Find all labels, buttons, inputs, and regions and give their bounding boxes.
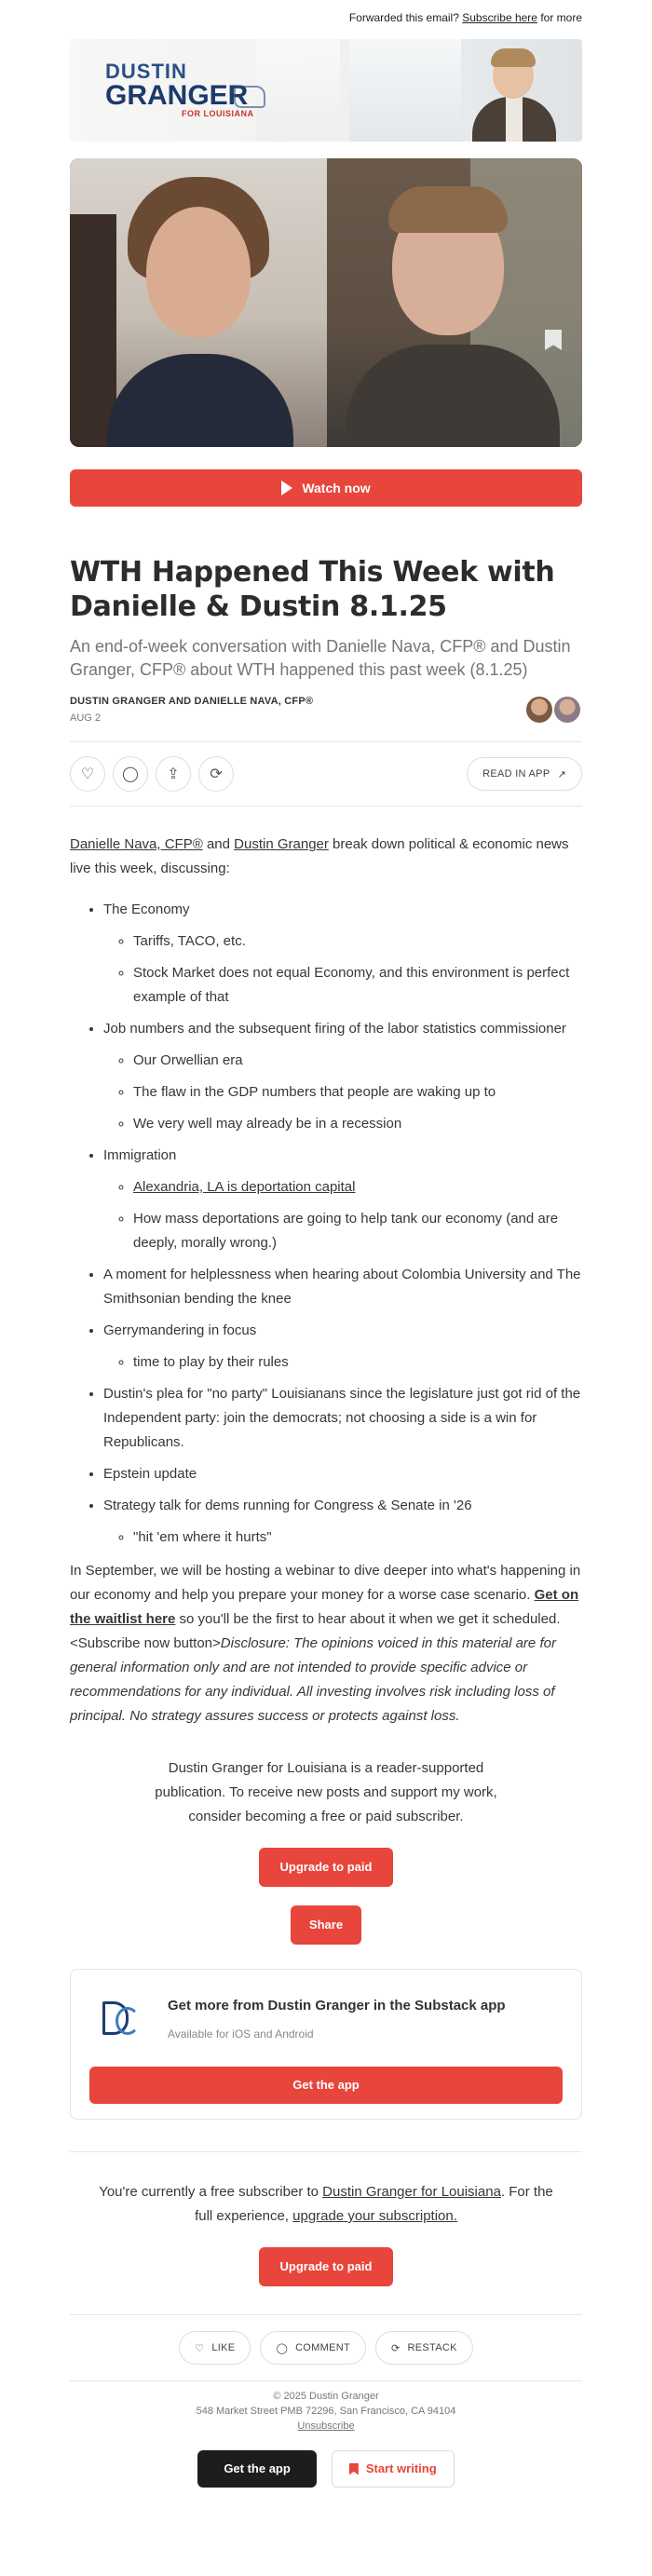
- restack-icon: ⟳: [210, 766, 223, 782]
- intro-paragraph: Danielle Nava, CFP® and Dustin Granger break down political & economic news live this week, discussing:: [70, 836, 569, 876]
- watch-now-label: Watch now: [302, 481, 371, 495]
- share-button[interactable]: [156, 756, 191, 792]
- video-thumbnail[interactable]: [70, 158, 582, 447]
- byline: [70, 695, 582, 725]
- arrow-up-right-icon: ↗: [557, 768, 566, 780]
- app-promo-subtitle: Available for iOS and Android: [168, 2027, 314, 2040]
- disclosure-text: Disclosure: The opinions voiced in this material are for general information only and are not intended to provide specific advice or recommendations for any individual. All investing involves risk including loss of principal. No strategy assures success or protects against loss.: [70, 1635, 556, 1724]
- footer-comment-button[interactable]: ◯ COMMENT: [260, 2331, 366, 2365]
- logo-text-granger: GRANGER: [105, 80, 249, 111]
- forwarded-line: [70, 0, 582, 39]
- list-item: ◦ time to play by their rules: [133, 1350, 582, 1375]
- share-post-button[interactable]: Share: [291, 1905, 361, 1945]
- avatar[interactable]: [524, 695, 554, 725]
- footer-action-bar: [70, 2314, 582, 2381]
- list-item: [133, 1175, 582, 1200]
- restack-button[interactable]: [198, 756, 234, 792]
- read-in-app-label: READ IN APP: [482, 768, 550, 780]
- comment-icon: ◯: [122, 766, 139, 782]
- list-item: ◦ Stock Market does not equal Economy, and this environment is perfect example of that: [133, 961, 582, 1010]
- post-action-bar: [70, 741, 582, 807]
- waitlist-link[interactable]: Get on the waitlist here: [70, 1587, 579, 1627]
- app-promo-title: Get more from Dustin Granger in the Substack app: [168, 1998, 506, 2013]
- topic-list: [70, 898, 582, 1550]
- substack-icon: [349, 2463, 359, 2475]
- forwarded-suffix: for more: [540, 11, 582, 24]
- post-date: AUG 2: [70, 712, 102, 724]
- heart-icon: ♡: [195, 2342, 205, 2354]
- list-item: • Epstein update: [103, 1462, 582, 1486]
- subscribe-link[interactable]: Subscribe here: [462, 11, 537, 24]
- copyright: © 2025 Dustin Granger: [273, 2391, 379, 2402]
- list-item: ◦ How mass deportations are going to help tank our economy (and are deeply, morally wrong.): [133, 1207, 582, 1255]
- post-subtitle: An end-of-week conversation with Danielle Nava, CFP® and Dustin Granger, CFP® about WTH happened this past week (8.1.25): [70, 637, 571, 679]
- footer-get-app-button[interactable]: Get the app: [197, 2450, 317, 2488]
- post-title[interactable]: WTH Happened This Week with Danielle & Dustin 8.1.25: [70, 556, 555, 623]
- comment-button[interactable]: [113, 756, 148, 792]
- bottom-buttons: [70, 2450, 582, 2488]
- avatar[interactable]: [552, 695, 582, 725]
- danielle-link[interactable]: Danielle Nava, CFP®: [70, 836, 203, 852]
- heart-icon: ♡: [80, 766, 95, 782]
- alexandria-link[interactable]: Alexandria, LA is deportation capital: [133, 1179, 356, 1195]
- header-banner[interactable]: [70, 39, 582, 142]
- free-subscriber-notice: You're currently a free subscriber to Dustin Granger for Louisiana. For the full experience, upgrade your subscription.: [99, 2184, 553, 2224]
- closing-paragraph: In September, we will be hosting a webinar to dive deeper into what's happening in our economy and help you prepare your money for a worse case scenario. Get on the waitlist here so you'll be the first to hear about it when we get it scheduled.<Subscribe now button>Disclosure: The opinions voiced in this material are for general information only and are not intended to provide specific advice or recommendations for any individual. All investing involves risk including loss of principal. No strategy assures success or protects against loss.: [70, 1563, 581, 1724]
- read-in-app-button[interactable]: [467, 757, 582, 791]
- dustin-portrait: [472, 47, 556, 142]
- legal-footer: [70, 2389, 582, 2434]
- restack-icon: ⟳: [391, 2342, 401, 2354]
- louisiana-outline-icon: [234, 86, 265, 108]
- email-content: [70, 0, 582, 2488]
- watch-now-button[interactable]: [70, 469, 582, 507]
- app-promo-card: [70, 1969, 582, 2120]
- footer-restack-button[interactable]: ⟳ RESTACK: [375, 2331, 473, 2365]
- comment-icon: ◯: [276, 2342, 289, 2354]
- logo-text-louisiana: FOR LOUISIANA: [182, 109, 254, 118]
- footer-like-button[interactable]: ♡ LIKE: [179, 2331, 251, 2365]
- forwarded-prefix: Forwarded this email?: [348, 11, 459, 24]
- divider: [70, 2151, 582, 2152]
- list-item: • Dustin's plea for "no party" Louisianans since the legislature just got rid of the Independent party: join the democrats; not choosing a side is a win for Republicans.: [103, 1382, 582, 1455]
- list-item: ◦ Our Orwellian era: [133, 1049, 582, 1073]
- share-icon: ⇪: [167, 766, 180, 782]
- publication-logo-icon: [99, 1998, 142, 2040]
- upgrade-to-paid-button-2[interactable]: Upgrade to paid: [259, 2247, 393, 2286]
- support-text: Dustin Granger for Louisiana is a reader-supported publication. To receive new posts and support my work, consider becoming a free or paid subscriber.: [155, 1760, 497, 1824]
- start-writing-button[interactable]: Start writing: [332, 2450, 455, 2488]
- play-icon: [281, 481, 292, 495]
- logo-text-dustin: DUSTIN: [105, 60, 187, 83]
- list-item: • Gerrymandering in focus ◦ time to play by their rules: [103, 1319, 582, 1375]
- like-button[interactable]: [70, 756, 105, 792]
- list-item: ◦ Tariffs, TACO, etc.: [133, 929, 582, 954]
- address: 548 Market Street PMB 72296, San Francisco, CA 94104: [196, 2406, 456, 2417]
- list-item: ◦ "hit 'em where it hurts": [133, 1525, 582, 1550]
- list-item: ◦ The flaw in the GDP numbers that people are waking up to: [133, 1080, 582, 1105]
- danielle-video-frame: [70, 158, 327, 447]
- list-item: • Job numbers and the subsequent firing of the labor statistics commissioner ◦ Our Orwellian era ◦ The flaw in the GDP numbers that people are waking up to ◦ We very well may already be in a recession: [103, 1017, 582, 1136]
- list-item: ◦ We very well may already be in a recession: [133, 1112, 582, 1136]
- author-names[interactable]: DUSTIN GRANGER AND DANIELLE NAVA, CFP®: [70, 696, 314, 707]
- unsubscribe-link[interactable]: Unsubscribe: [297, 2420, 355, 2432]
- post-body: [70, 833, 582, 1729]
- list-item: • Immigration ◦ Alexandria, LA is deportation capital ◦ How mass deportations are going to help tank our economy (and are deeply, morally wrong.): [103, 1144, 582, 1255]
- dustin-link[interactable]: Dustin Granger: [234, 836, 329, 852]
- publication-link[interactable]: Dustin Granger for Louisiana: [322, 2184, 501, 2200]
- list-item: • A moment for helplessness when hearing about Colombia University and The Smithsonian bending the knee: [103, 1263, 582, 1311]
- author-avatars: [526, 695, 582, 725]
- upgrade-to-paid-button[interactable]: Upgrade to paid: [259, 1848, 393, 1887]
- dustin-video-frame: [327, 158, 582, 447]
- list-item: • Strategy talk for dems running for Congress & Senate in '26 ◦ "hit 'em where it hurts": [103, 1494, 582, 1550]
- get-the-app-button[interactable]: Get the app: [89, 2067, 563, 2104]
- upgrade-subscription-link[interactable]: upgrade your subscription.: [292, 2208, 457, 2224]
- list-item: • The Economy ◦ Tariffs, TACO, etc. ◦ Stock Market does not equal Economy, and this environment is perfect example of that: [103, 898, 582, 1010]
